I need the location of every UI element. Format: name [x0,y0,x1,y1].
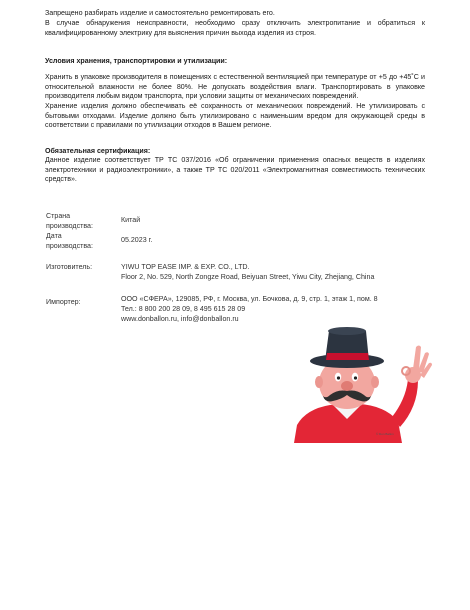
certification-text: Данное изделие соответствует ТР ТС 037/2016 «Об ограничении применения опасных веществ в изделиях электротехники и радиоэлектроники», а также ТР ТС 020/2011 «Электромагнитная совместимость технических средств». [45,156,425,184]
country-row [0,212,470,232]
mascot-nose [341,381,353,391]
mascot-icon [292,325,432,443]
importer-label: Импортер: [46,298,81,306]
manufacturer-address: Floor 2, No. 529, North Zongze Road, Beiyuan Street, Yiwu City, Zhejiang, China [121,273,375,281]
warning-line-1: Запрещено разбирать изделие и самостоятельно ремонтировать его. [45,9,275,17]
manufacturer-row [0,263,470,283]
mascot-ear-right [371,376,379,388]
storage-paragraph-2: Хранение изделия должно обеспечивать её сохранность от механических повреждений. Не утилизировать с бытовыми отходами. Изделие должно быть утилизировано с наименьшим вредом для окружающей среды в соответствии с правилами по утилизации отходов в Вашем регионе. [45,102,425,130]
importer-row [0,295,470,325]
manufacturer-label: Изготовитель: [46,263,93,271]
date-value: 05.2023 г. [121,236,153,244]
copyright-text: © Don Ballon [376,432,394,436]
mascot-arm [392,379,418,427]
storage-heading: Условия хранения, транспортировки и утилизации: [45,57,228,65]
certification-heading: Обязательная сертификация: [45,147,151,155]
country-label-2: производства: [46,222,93,230]
date-label-1: Дата [46,232,62,240]
ok-hand-icon [402,346,432,384]
top-hat-icon [310,327,384,368]
date-label-2: производства: [46,242,93,250]
country-label-1: Страна [46,212,71,220]
manufacturer-name: YIWU TOP EASE IMP. & EXP. CO., LTD. [121,263,250,271]
storage-paragraph-1: Хранить в упаковке производителя в помещениях с естественной вентиляцией при температуре от +5 до +45˚С и относительной влажности не более 80%. Не допускать воздействия влаги. Транспортировать в упаковке производителя любым видом транспорта, при условии защиты от механических повреждений. [45,73,425,101]
mascot-ear-left [315,376,323,388]
date-row [0,232,470,252]
warning-line-2: В случае обнаружения неисправности, необходимо сразу отключить электропитание и обратиться к квалифицированному электрику для выяснения причин выхода изделия из строя. [45,19,425,37]
importer-web: www.donballon.ru, info@donballon.ru [121,315,239,323]
importer-phone: Тел.: 8 800 200 28 09, 8 495 615 28 09 [121,305,246,313]
country-value: Китай [121,216,141,224]
importer-address: ООО «СФЕРА», 129085, РФ, г. Москва, ул. Бочкова, д. 9, стр. 1, этаж 1, пом. 8 [121,295,378,303]
